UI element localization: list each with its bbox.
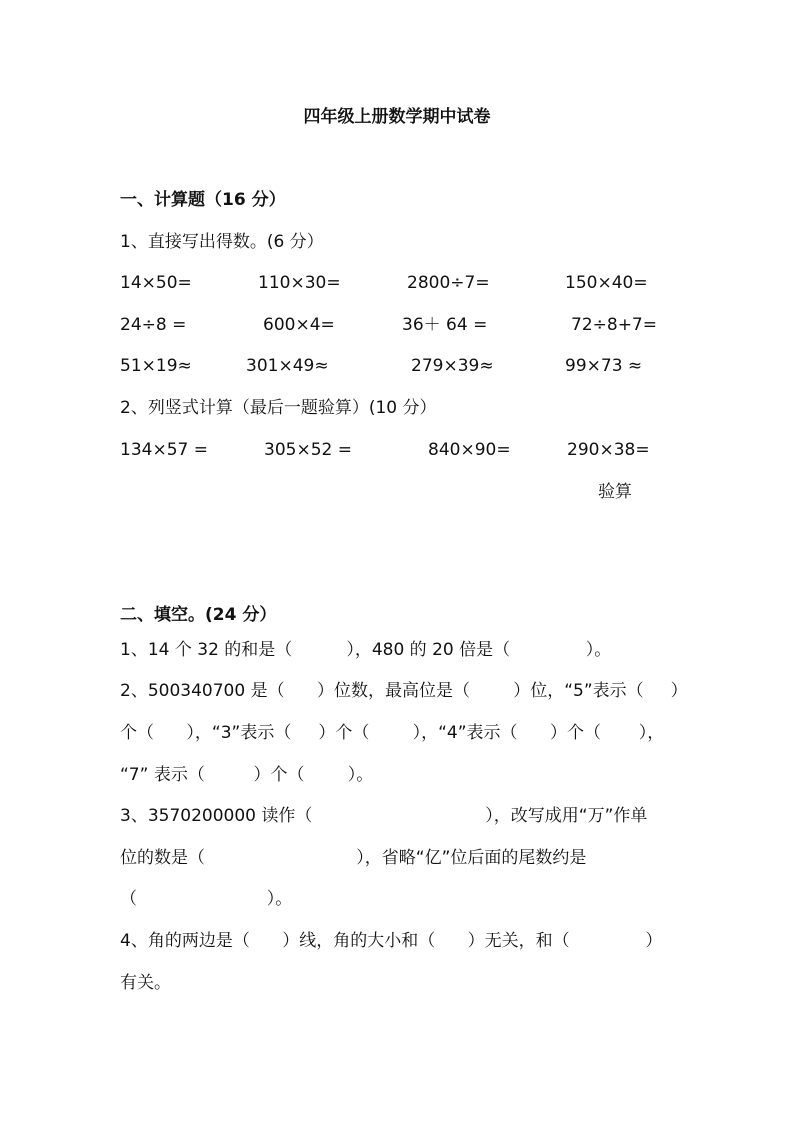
problem: 840×90= — [428, 440, 511, 460]
section-1-heading: 一、计算题（16 分） — [120, 190, 286, 210]
problem: 305×52 = — [264, 440, 352, 460]
problem: 290×38= — [567, 440, 650, 460]
problem: 279×39≈ — [411, 356, 494, 376]
check-label: 验算 — [598, 482, 632, 502]
problem: 51×19≈ — [120, 356, 192, 376]
problem: 72÷8+7= — [571, 315, 657, 335]
q2-label: 2、列竖式计算（最后一题验算）(10 分） — [120, 398, 437, 418]
problem: 134×57 = — [120, 440, 208, 460]
fill-in-line: 1、14 个 32 的和是（ ），480 的 20 倍是（ ）。 — [120, 640, 612, 660]
fill-in-line: 个（ ），“3”表示（ ）个（ ），“4”表示（ ）个（ ）， — [120, 723, 665, 743]
page-title: 四年级上册数学期中试卷 — [303, 107, 491, 127]
fill-in-line: 位的数是（ ），省略“亿”位后面的尾数约是 — [120, 848, 587, 868]
section-2-heading: 二、填空。(24 分） — [120, 605, 277, 625]
problem: 2800÷7= — [407, 273, 490, 293]
problem: 301×49≈ — [246, 356, 329, 376]
fill-in-line: 4、角的两边是（ ）线，角的大小和（ ）无关，和（ ） — [120, 931, 663, 951]
problem: 36＋ 64 = — [402, 315, 488, 335]
fill-in-line: “7” 表示（ ）个（ ）。 — [120, 765, 374, 785]
problem: 600×4= — [263, 315, 335, 335]
fill-in-line: 3、3570200000 读作（ ），改写成用“万”作单 — [120, 806, 648, 826]
q1-label: 1、直接写出得数。(6 分） — [120, 232, 324, 252]
problem: 14×50= — [120, 273, 192, 293]
problem: 150×40= — [565, 273, 648, 293]
problem: 110×30= — [258, 273, 341, 293]
fill-in-line: 2、500340700 是（ ）位数，最高位是（ ）位，“5”表示（ ） — [120, 681, 688, 701]
fill-in-line: 有关。 — [120, 973, 171, 993]
problem: 99×73 ≈ — [565, 356, 643, 376]
problem: 24÷8 = — [120, 315, 187, 335]
fill-in-line: （ ）。 — [120, 889, 293, 909]
